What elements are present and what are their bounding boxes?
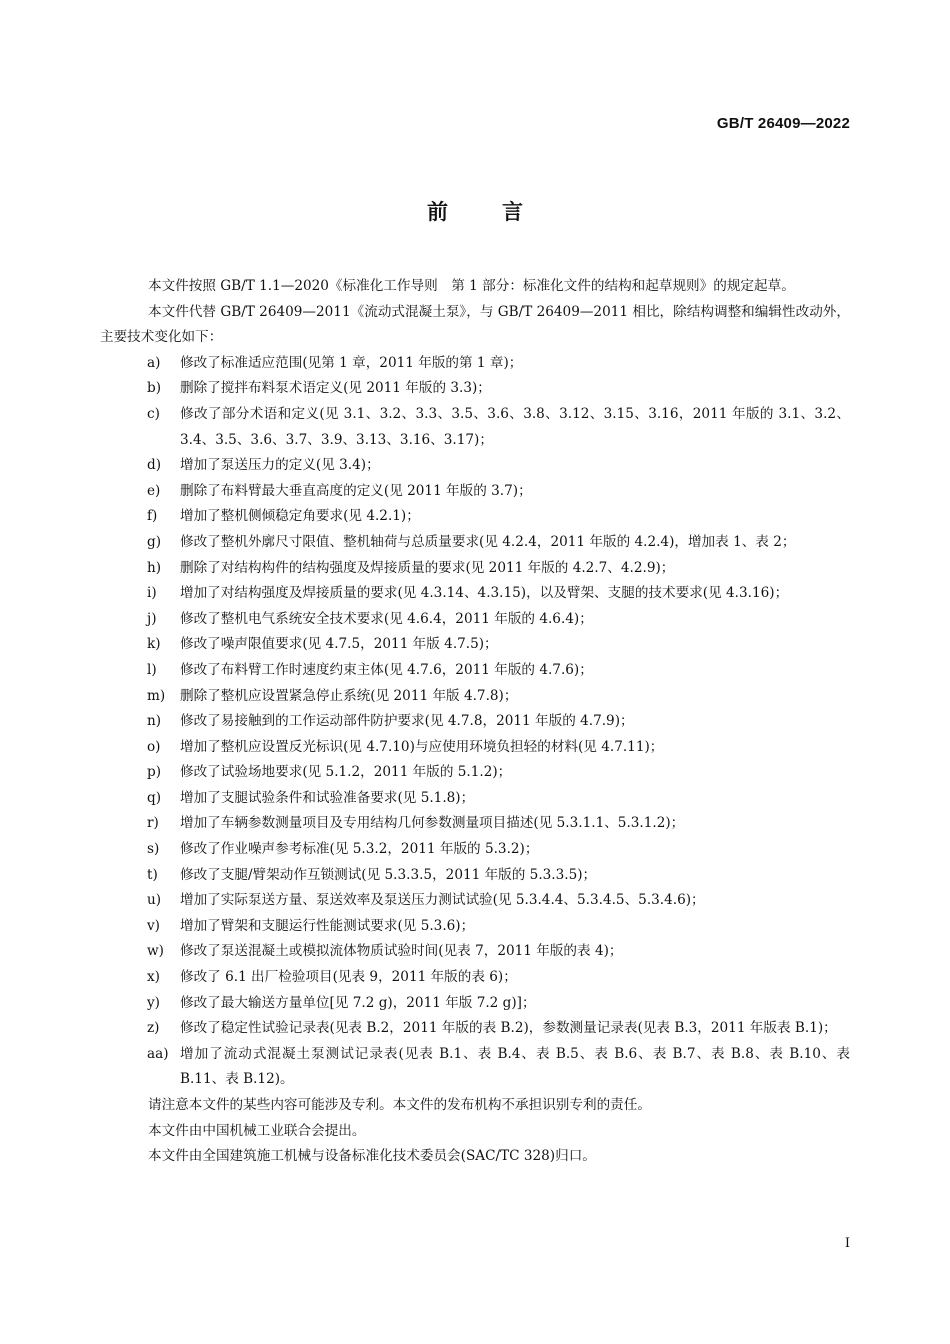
list-item (100, 863, 850, 889)
list-item-text: 增加了流动式混凝土泵测试记录表(见表 B.1、表 B.4、表 B.5、表 B.6、表 B.7、表 B.8、表 B.10、表 B.11、表 B.12)。 (180, 1045, 850, 1088)
list-item-marker: x) (147, 969, 160, 986)
list-item-marker: a) (147, 354, 161, 371)
list-item (100, 888, 850, 914)
proposer-paragraph: 本文件由中国机械工业联合会提出。 (148, 1122, 366, 1139)
list-item-text: 修改了易接触到的工作运动部件防护要求(见 4.7.8，2011 年版的 4.7.9)； (180, 713, 634, 730)
list-item-text: 修改了 6.1 出厂检验项目(见表 9，2011 年版的表 6)； (180, 969, 517, 986)
page-number: I (844, 1236, 850, 1251)
list-item (100, 1016, 850, 1042)
list-item-marker: r) (147, 815, 159, 832)
patent-notice-paragraph: 请注意本文件的某些内容可能涉及专利。本文件的发布机构不承担识别专利的责任。 (148, 1097, 651, 1113)
list-item (100, 504, 850, 530)
list-item (100, 376, 850, 402)
intro-paragraph: 本文件按照 GB/T 1.1—2020《标准化工作导则 第 1 部分：标准化文件的结构和起草规则》的规定起草。 (148, 278, 795, 294)
list-item-text: 修改了试验场地要求(见 5.1.2，2011 年版的 5.1.2)； (180, 764, 512, 781)
list-item (100, 530, 850, 556)
list-item-marker: f) (147, 508, 158, 525)
list-item-marker: q) (147, 789, 162, 806)
list-item-text: 修改了布料臂工作时速度约束主体(见 4.7.6，2011 年版的 4.7.6)； (180, 661, 593, 678)
list-item-text: 修改了整机电气系统安全技术要求(见 4.6.4，2011 年版的 4.6.4)； (180, 610, 593, 627)
list-item-marker: v) (147, 917, 160, 934)
list-item (100, 581, 850, 607)
list-item (100, 556, 850, 582)
list-item-text: 删除了对结构构件的结构强度及焊接质量的要求(见 2011 年版的 4.2.7、4.2.9)； (180, 559, 675, 576)
list-item-marker: z) (147, 1020, 160, 1037)
list-item-text: 修改了部分术语和定义(见 3.1、3.2、3.3、3.5、3.6、3.8、3.12、3.15、3.16，2011 年版的 3.1、3.2、3.4、3.5、3.6、3.7、3.9、3.13、3.16、3.17)； (180, 405, 850, 448)
list-item-text: 增加了车辆参数测量项目及专用结构几何参数测量项目描述(见 5.3.1.1、5.3.1.2)； (180, 815, 685, 832)
list-item (100, 709, 850, 735)
list-item (100, 1042, 850, 1093)
list-item-marker: o) (147, 738, 161, 755)
list-item-text: 修改了最大输送方量单位[见 7.2 g)，2011 年版 7.2 g)]； (180, 994, 536, 1011)
list-item-marker: g) (147, 533, 162, 550)
list-item-marker: j) (147, 610, 157, 627)
list-item-marker: h) (147, 559, 162, 576)
list-item (100, 735, 850, 761)
list-item (100, 939, 850, 965)
list-item (100, 914, 850, 940)
list-item-marker: e) (147, 482, 161, 499)
foreword-body (100, 274, 850, 1170)
list-item-marker: m) (147, 687, 166, 704)
list-item-text: 修改了作业噪声参考标准(见 5.3.2，2011 年版的 5.3.2)； (180, 841, 539, 858)
list-item-text: 删除了布料臂最大垂直高度的定义(见 2011 年版的 3.7)； (180, 482, 532, 499)
page-title-char-1: 前 (427, 200, 448, 224)
list-item-marker: aa) (147, 1045, 169, 1062)
list-item (100, 786, 850, 812)
list-item (100, 811, 850, 837)
list-item-text: 修改了稳定性试验记录表(见表 B.2，2011 年版的表 B.2)，参数测量记录表(见表 B.3，2011 年版表 B.1)； (180, 1020, 837, 1037)
page-title-char-2: 言 (502, 200, 523, 224)
list-item-text: 增加了对结构强度及焊接质量的要求(见 4.3.14、4.3.15)，以及臂架、支腿的技术要求(见 4.3.16)； (180, 585, 789, 602)
list-item (100, 965, 850, 991)
list-item-text: 增加了整机应设置反光标识(见 4.7.10)与应使用环境负担轻的材料(见 4.7.11)； (180, 738, 664, 755)
standard-number: GB/T 26409—2022 (716, 115, 850, 132)
list-item (100, 607, 850, 633)
list-item-text: 修改了泵送混凝土或模拟流体物质试验时间(见表 7，2011 年版的表 4)； (180, 943, 623, 960)
list-item-text: 修改了标准适应范围(见第 1 章，2011 年版的第 1 章)； (180, 354, 523, 371)
list-item-marker: p) (147, 764, 162, 781)
page-title (0, 196, 950, 226)
list-item-marker: l) (147, 661, 157, 678)
list-item-marker: u) (147, 892, 162, 909)
list-item-marker: k) (147, 636, 161, 653)
list-item-marker: i) (147, 585, 157, 602)
list-item-text: 修改了支腿/臂架动作互锁测试(见 5.3.3.5，2011 年版的 5.3.3.5)； (180, 866, 597, 883)
list-item-marker: w) (147, 943, 164, 960)
list-item-marker: n) (147, 713, 162, 730)
list-item-marker: t) (147, 866, 158, 883)
list-item (100, 658, 850, 684)
list-item-text: 删除了搅拌布料泵术语定义(见 2011 年版的 3.3)； (180, 380, 491, 397)
list-item-text: 增加了泵送压力的定义(见 3.4)； (180, 457, 380, 474)
list-item (100, 760, 850, 786)
list-item-marker: s) (147, 841, 160, 858)
committee-paragraph: 本文件由全国建筑施工机械与设备标准化技术委员会(SAC/TC 328)归口。 (148, 1148, 596, 1165)
list-item (100, 479, 850, 505)
intro-paragraph: 本文件代替 GB/T 26409—2011《流动式混凝土泵》，与 GB/T 26409—2011 相比，除结构调整和编辑性改动外，主要技术变化如下： (100, 303, 850, 346)
list-item-marker: y) (147, 994, 160, 1011)
list-item-text: 修改了整机外廓尺寸限值、整机轴荷与总质量要求(见 4.2.4，2011 年版的 4.2.4)，增加表 1、表 2； (180, 533, 796, 550)
list-item-marker: b) (147, 380, 162, 397)
list-item (100, 402, 850, 453)
list-item-text: 增加了支腿试验条件和试验准备要求(见 5.1.8)； (180, 789, 475, 806)
list-item (100, 837, 850, 863)
list-item (100, 632, 850, 658)
list-item-text: 增加了整机侧倾稳定角要求(见 4.2.1)； (180, 508, 420, 525)
list-item-text: 增加了实际泵送方量、泵送效率及泵送压力测试试验(见 5.3.4.4、5.3.4.5、5.3.4.6)； (180, 892, 705, 909)
list-item (100, 684, 850, 710)
technical-changes-list (100, 351, 850, 1093)
list-item (100, 453, 850, 479)
list-item-text: 修改了噪声限值要求(见 4.7.5，2011 年版 4.7.5)； (180, 636, 498, 653)
list-item (100, 991, 850, 1017)
list-item (100, 351, 850, 377)
list-item-text: 删除了整机应设置紧急停止系统(见 2011 年版 4.7.8)； (180, 687, 518, 704)
list-item-marker: c) (147, 405, 160, 422)
list-item-marker: d) (147, 457, 162, 474)
list-item-text: 增加了臂架和支腿运行性能测试要求(见 5.3.6)； (180, 917, 475, 934)
